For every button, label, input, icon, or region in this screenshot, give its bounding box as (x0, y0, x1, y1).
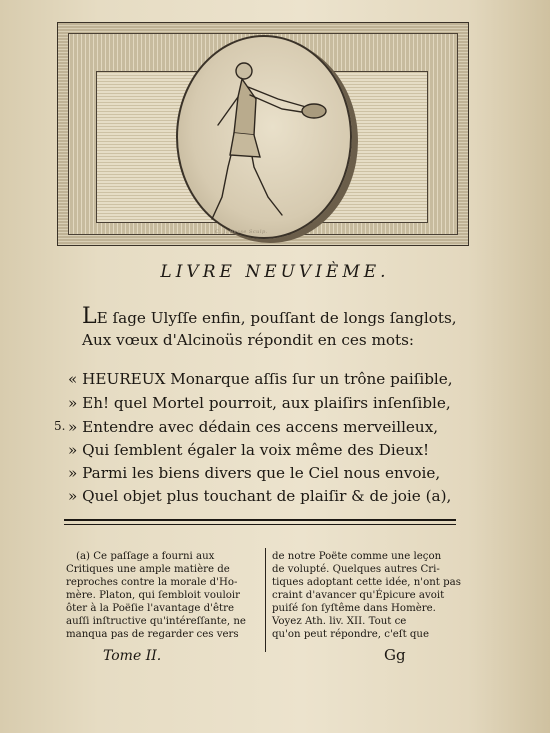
footnote-rule-thin (64, 524, 456, 525)
footnote-left-line-1: (a) Ce paſſage a fourni aux (76, 551, 215, 562)
drop-cap: L (82, 304, 97, 329)
footnote-left-line-4: mère. Platon, qui ſembloit vouloir (66, 590, 241, 601)
opening-line-1 (82, 304, 457, 329)
engraver-credit: C. J. Besse Sculp. (215, 229, 268, 235)
footnote-left-line-7: manqua pas de regarder ces vers (66, 629, 239, 640)
figure-with-cup-icon (178, 37, 350, 237)
footnote-left-line-3: reproches contre la morale d'Ho- (66, 577, 238, 588)
footnote-right-line-5: puiſé ſon ſyſtême dans Homère. (272, 603, 436, 614)
volume-label: Tome II. (103, 648, 162, 664)
book-title: LIVRE NEUVIÈME. (160, 262, 390, 282)
column-divider (265, 548, 266, 652)
footnote-right-line-6: Voyez Ath. liv. XII. Tout ce (272, 616, 407, 627)
footnote-right-line-2: de volupté. Quelques autres Cri- (272, 564, 440, 575)
speech-line-1: « HEUREUX Monarque aſſis ſur un trône paiſible, (68, 370, 453, 388)
opening-line-2: Aux vœux d'Alcinoüs répondit en ces mots: (82, 331, 415, 349)
speech-line-5: » Parmi les biens divers que le Ciel nous envoie, (68, 464, 441, 482)
footnote-left-line-5: ôter à la Poëſie l'avantage d'être (66, 603, 234, 614)
footnote-right-line-4: craint d'avancer qu'Épicure avoit (272, 590, 445, 601)
speech-line-3: » Entendre avec dédain ces accens merveilleux, (68, 418, 439, 436)
signature-mark: Gg (384, 646, 406, 664)
engraved-headpiece (57, 22, 469, 246)
footnote-right-line-7: qu'on peut répondre, c'eſt que (272, 629, 430, 640)
footnote-rule-thick (64, 519, 456, 521)
opening-line-1-text: E ſage Ulyſſe enfin, pouſſant de longs ſanglots, (96, 309, 457, 327)
margin-line-number: 5. (54, 419, 66, 433)
medallion (176, 35, 352, 239)
footnote-right-line-1: de notre Poëte comme une leçon (272, 551, 442, 562)
footnote-right-line-3: tiques adoptant cette idée, n'ont pas (272, 577, 461, 588)
footnote-left-line-2: Critiques une ample matière de (66, 564, 230, 575)
footnote-left-line-6: auſſi inſtructive qu'intéreſſante, ne (66, 616, 246, 627)
speech-line-6: » Quel objet plus touchant de plaiſir & de joie (a), (68, 487, 452, 505)
speech-line-2: » Eh! quel Mortel pourroit, aux plaiſirs inſenſible, (68, 394, 451, 412)
speech-line-4: » Qui ſemblent égaler la voix même des Dieux! (68, 441, 430, 459)
